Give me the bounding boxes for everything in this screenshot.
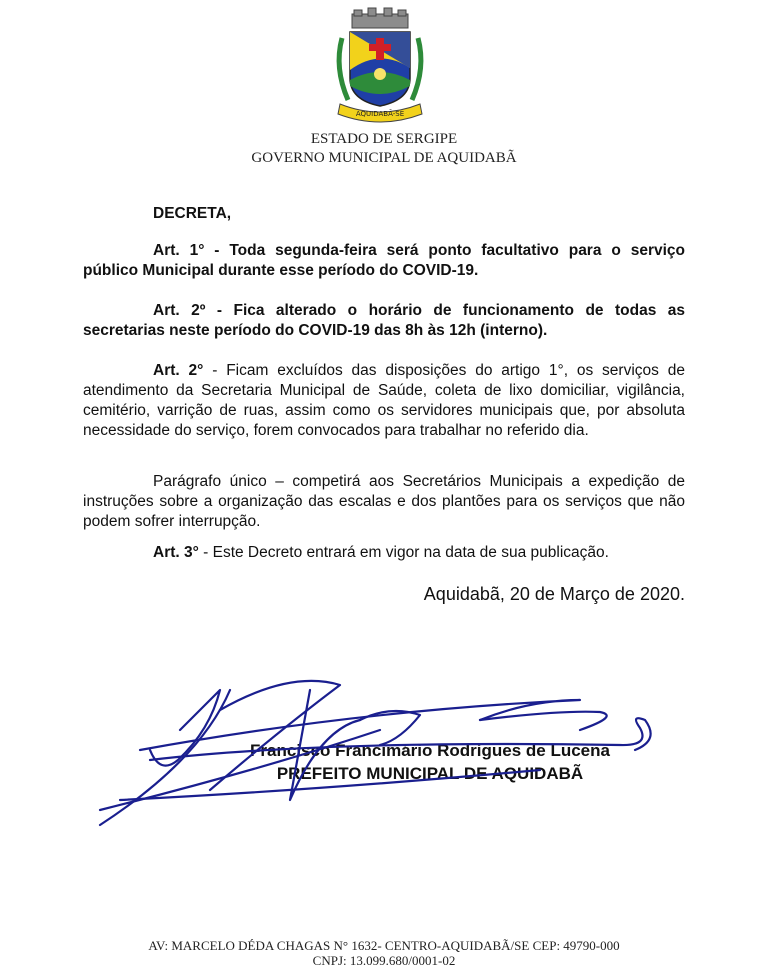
footer-cnpj-clip	[0, 953, 768, 968]
article-1-text: Toda segunda-feira será ponto facultativo para o serviço público Municipal durante esse período do COVID-19.	[83, 242, 685, 279]
article-3-label: Art. 3°	[153, 544, 199, 561]
crest-ribbon-text: AQUIDABÃ-SE	[355, 110, 405, 118]
article-3-text: - Este Decreto entrará em vigor na data de sua publicação.	[198, 544, 609, 561]
decreta-heading: DECRETA,	[153, 205, 232, 222]
header-government: GOVERNO MUNICIPAL DE AQUIDABÃ	[251, 150, 517, 166]
article-2-exclusions-label: Art. 2°	[153, 362, 204, 379]
header-state: ESTADO DE SERGIPE	[310, 131, 458, 147]
municipal-crest-icon	[330, 8, 430, 128]
article-2-exclusions	[83, 361, 685, 441]
signer-name: Francisco Francimário Rodrigues de Lucena	[250, 741, 610, 760]
article-2-schedule	[83, 301, 685, 341]
signer-title: PREFEITO MUNICIPAL DE AQUIDABÃ	[276, 764, 584, 783]
footer-cnpj: CNPJ: 13.099.680/0001-02	[312, 953, 456, 968]
article-3	[83, 543, 685, 563]
article-1	[83, 241, 685, 281]
document-date: Aquidabã, 20 de Março de 2020.	[423, 584, 685, 604]
article-2-schedule-label: Art. 2º -	[153, 302, 223, 319]
article-2-schedule-text: Fica alterado o horário de funcionamento de todas as secretarias neste período do COVID-19 das 8h às 12h (interno).	[83, 302, 686, 339]
footer-address: AV: MARCELO DÉDA CHAGAS N° 1632- CENTRO-AQUIDABÃ/SE CEP: 49790-000	[148, 938, 620, 953]
article-1-label: Art. 1° -	[153, 242, 220, 259]
article-2-exclusions-text: - Ficam excluídos das disposições do artigo 1°, os serviços de atendimento da Secretaria Municipal de Saúde, coleta de lixo domiciliar, vigilância, cemitério, varrição de ruas, assim como os servidores municipais que, por absoluta necessidade do serviço, forem convocados para trabalhar no referido dia.	[83, 362, 685, 439]
handwritten-signature	[60, 650, 700, 840]
sole-paragraph: Parágrafo único – competirá aos Secretários Municipais a expedição de instruções sobre a organização das escalas e dos plantões para os serviços que não podem sofrer interrupção.	[83, 473, 685, 530]
